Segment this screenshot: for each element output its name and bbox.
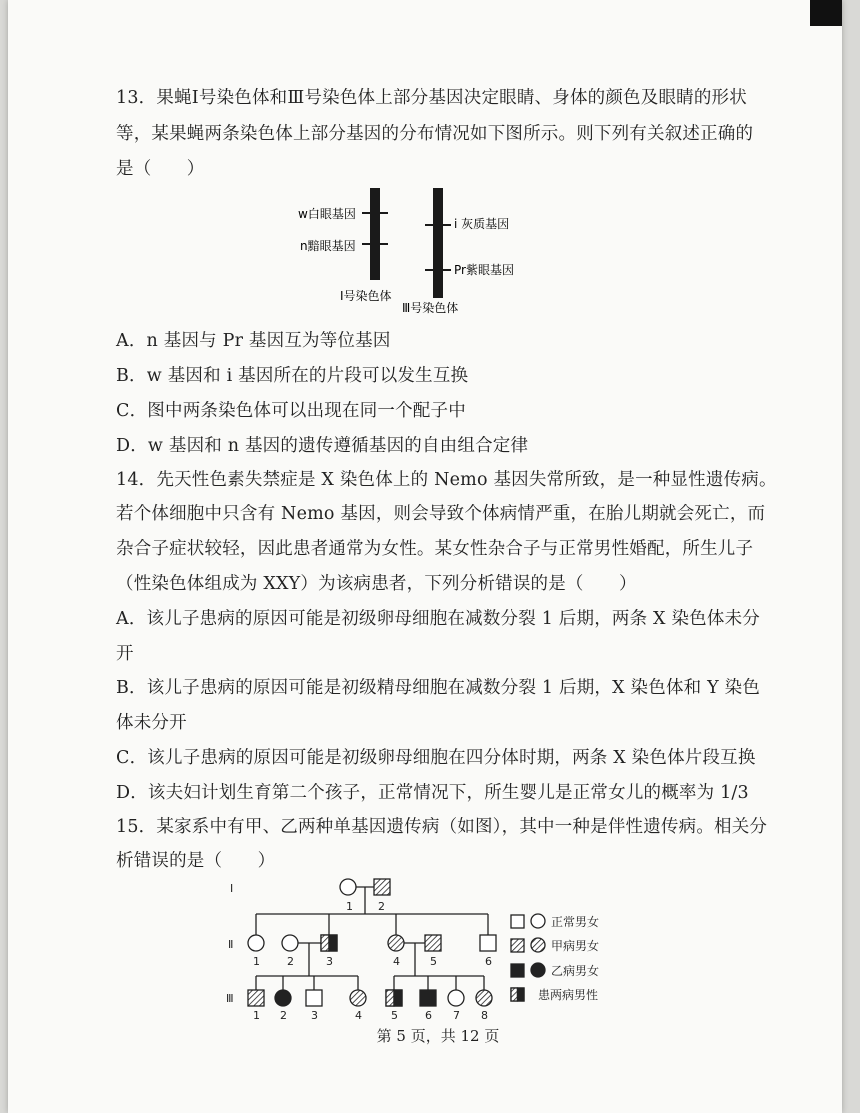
II-6-male-normal bbox=[480, 935, 496, 951]
svg-text:3: 3 bbox=[326, 955, 333, 968]
III-6-male-yi bbox=[420, 990, 436, 1006]
generation-2-label: Ⅱ bbox=[228, 938, 234, 951]
II-5-male-jia bbox=[425, 935, 441, 951]
chromosome-3-label: Ⅲ号染色体 bbox=[402, 301, 459, 315]
q14-option-d: D．该夫妇计划生育第二个孩子，正常情况下，所生婴儿是正常女儿的概率为 1/3 bbox=[116, 783, 749, 803]
legend-yi-male bbox=[511, 964, 524, 977]
II-1-female-normal bbox=[248, 935, 264, 951]
svg-text:2: 2 bbox=[287, 955, 294, 968]
q14-option-a-line1: A．该儿子患病的原因可能是初级卵母细胞在减数分裂 1 后期，两条 X 染色体未分 bbox=[116, 609, 760, 629]
scan-corner-shadow bbox=[810, 0, 842, 26]
q13-option-b: B．w 基因和 i 基因所在的片段可以发生互换 bbox=[116, 366, 469, 386]
q14-stem-line4: （性染色体组成为 XXY）为该病患者，下列分析错误的是（ ） bbox=[116, 574, 637, 594]
svg-text:8: 8 bbox=[481, 1009, 488, 1020]
legend-normal-male bbox=[511, 915, 524, 928]
chromosome-3-bar bbox=[433, 188, 443, 298]
q14-stem-line2: 若个体细胞中只含有 Nemo 基因，则会导致个体病情严重，在胎儿期就会死亡，而 bbox=[116, 504, 766, 524]
q14-stem-line1: 14．先天性色素失禁症是 X 染色体上的 Nemo 基因失常所致，是一种显性遗传病。 bbox=[116, 470, 777, 490]
svg-text:4: 4 bbox=[355, 1009, 362, 1020]
q13-stem-line1: 13．果蝇Ⅰ号染色体和Ⅲ号染色体上部分基因决定眼睛、身体的颜色及眼睛的形状 bbox=[116, 88, 747, 108]
III-8-female-jia bbox=[476, 990, 492, 1006]
gene-pr-label: Pr紫眼基因 bbox=[454, 263, 514, 277]
gene-i-label: i 灰质基因 bbox=[454, 217, 510, 231]
svg-text:7: 7 bbox=[453, 1009, 460, 1020]
q13-option-d: D．w 基因和 n 基因的遗传遵循基因的自由组合定律 bbox=[116, 436, 529, 456]
svg-text:5: 5 bbox=[430, 955, 437, 968]
q13-stem-line2: 等，某果蝇两条染色体上部分基因的分布情况如下图所示。则下列有关叙述正确的 bbox=[116, 124, 754, 144]
II-4-female-jia bbox=[388, 935, 404, 951]
chromosome-figure bbox=[278, 180, 538, 320]
q14-option-a-line2: 开 bbox=[116, 644, 134, 664]
q14-stem-line3: 杂合子症状较轻，因此患者通常为女性。某女性杂合子与正常男性婚配，所生儿子 bbox=[116, 539, 754, 559]
III-7-female-normal bbox=[448, 990, 464, 1006]
svg-text:1: 1 bbox=[253, 955, 260, 968]
III-2-female-yi bbox=[275, 990, 291, 1006]
svg-text:1: 1 bbox=[253, 1009, 260, 1020]
q14-option-b-line2: 体未分开 bbox=[116, 713, 187, 733]
q14-option-c: C．该儿子患病的原因可能是初级卵母细胞在四分体时期，两条 X 染色体片段互换 bbox=[116, 748, 756, 768]
gene-n-label: n黯眼基因 bbox=[300, 239, 356, 253]
legend-jia-female bbox=[531, 938, 545, 952]
q14-option-b-line1: B．该儿子患病的原因可能是初级精母细胞在减数分裂 1 后期，X 染色体和 Y 染色 bbox=[116, 678, 761, 698]
svg-text:1: 1 bbox=[346, 900, 353, 913]
III-4-female-jia bbox=[350, 990, 366, 1006]
svg-text:6: 6 bbox=[425, 1009, 432, 1020]
gene-w-label: w白眼基因 bbox=[298, 207, 356, 221]
chromosome-1-label: Ⅰ号染色体 bbox=[340, 289, 392, 303]
svg-text:4: 4 bbox=[393, 955, 400, 968]
exam-page bbox=[8, 0, 842, 1113]
legend-yi-label: 乙病男女 bbox=[551, 964, 600, 978]
legend-both-label: 患两病男性 bbox=[538, 988, 599, 1002]
q15-stem-line1: 15．某家系中有甲、乙两种单基因遗传病（如图），其中一种是伴性遗传病。相关分 bbox=[116, 817, 768, 837]
legend-normal-female bbox=[531, 914, 545, 928]
generation-3-label: Ⅲ bbox=[226, 992, 234, 1005]
pedigree-chart bbox=[208, 870, 638, 1020]
legend-yi-female bbox=[531, 963, 545, 977]
svg-text:2: 2 bbox=[378, 900, 385, 913]
q13-option-c: C．图中两条染色体可以出现在同一个配子中 bbox=[116, 401, 466, 421]
chromosome-1-bar bbox=[370, 188, 380, 280]
q13-option-a: A．n 基因与 Pr 基因互为等位基因 bbox=[116, 331, 391, 351]
I-1-female-normal bbox=[340, 879, 356, 895]
legend-normal-label: 正常男女 bbox=[551, 915, 600, 929]
generation-1-label: Ⅰ bbox=[230, 882, 234, 895]
q15-stem-line2: 析错误的是（ ） bbox=[116, 851, 276, 871]
II-2-female-normal bbox=[282, 935, 298, 951]
page-footer: 第 5 页，共 12 页 bbox=[376, 1027, 500, 1045]
svg-text:5: 5 bbox=[391, 1009, 398, 1020]
svg-text:2: 2 bbox=[280, 1009, 287, 1020]
I-2-male-jia bbox=[374, 879, 390, 895]
III-3-male-normal bbox=[306, 990, 322, 1006]
III-1-male-jia bbox=[248, 990, 264, 1006]
svg-text:3: 3 bbox=[311, 1009, 318, 1020]
legend-jia-label: 甲病男女 bbox=[551, 939, 600, 953]
legend-jia-male bbox=[511, 939, 524, 952]
svg-text:6: 6 bbox=[485, 955, 492, 968]
q13-stem-line3: 是（ ） bbox=[116, 159, 205, 179]
